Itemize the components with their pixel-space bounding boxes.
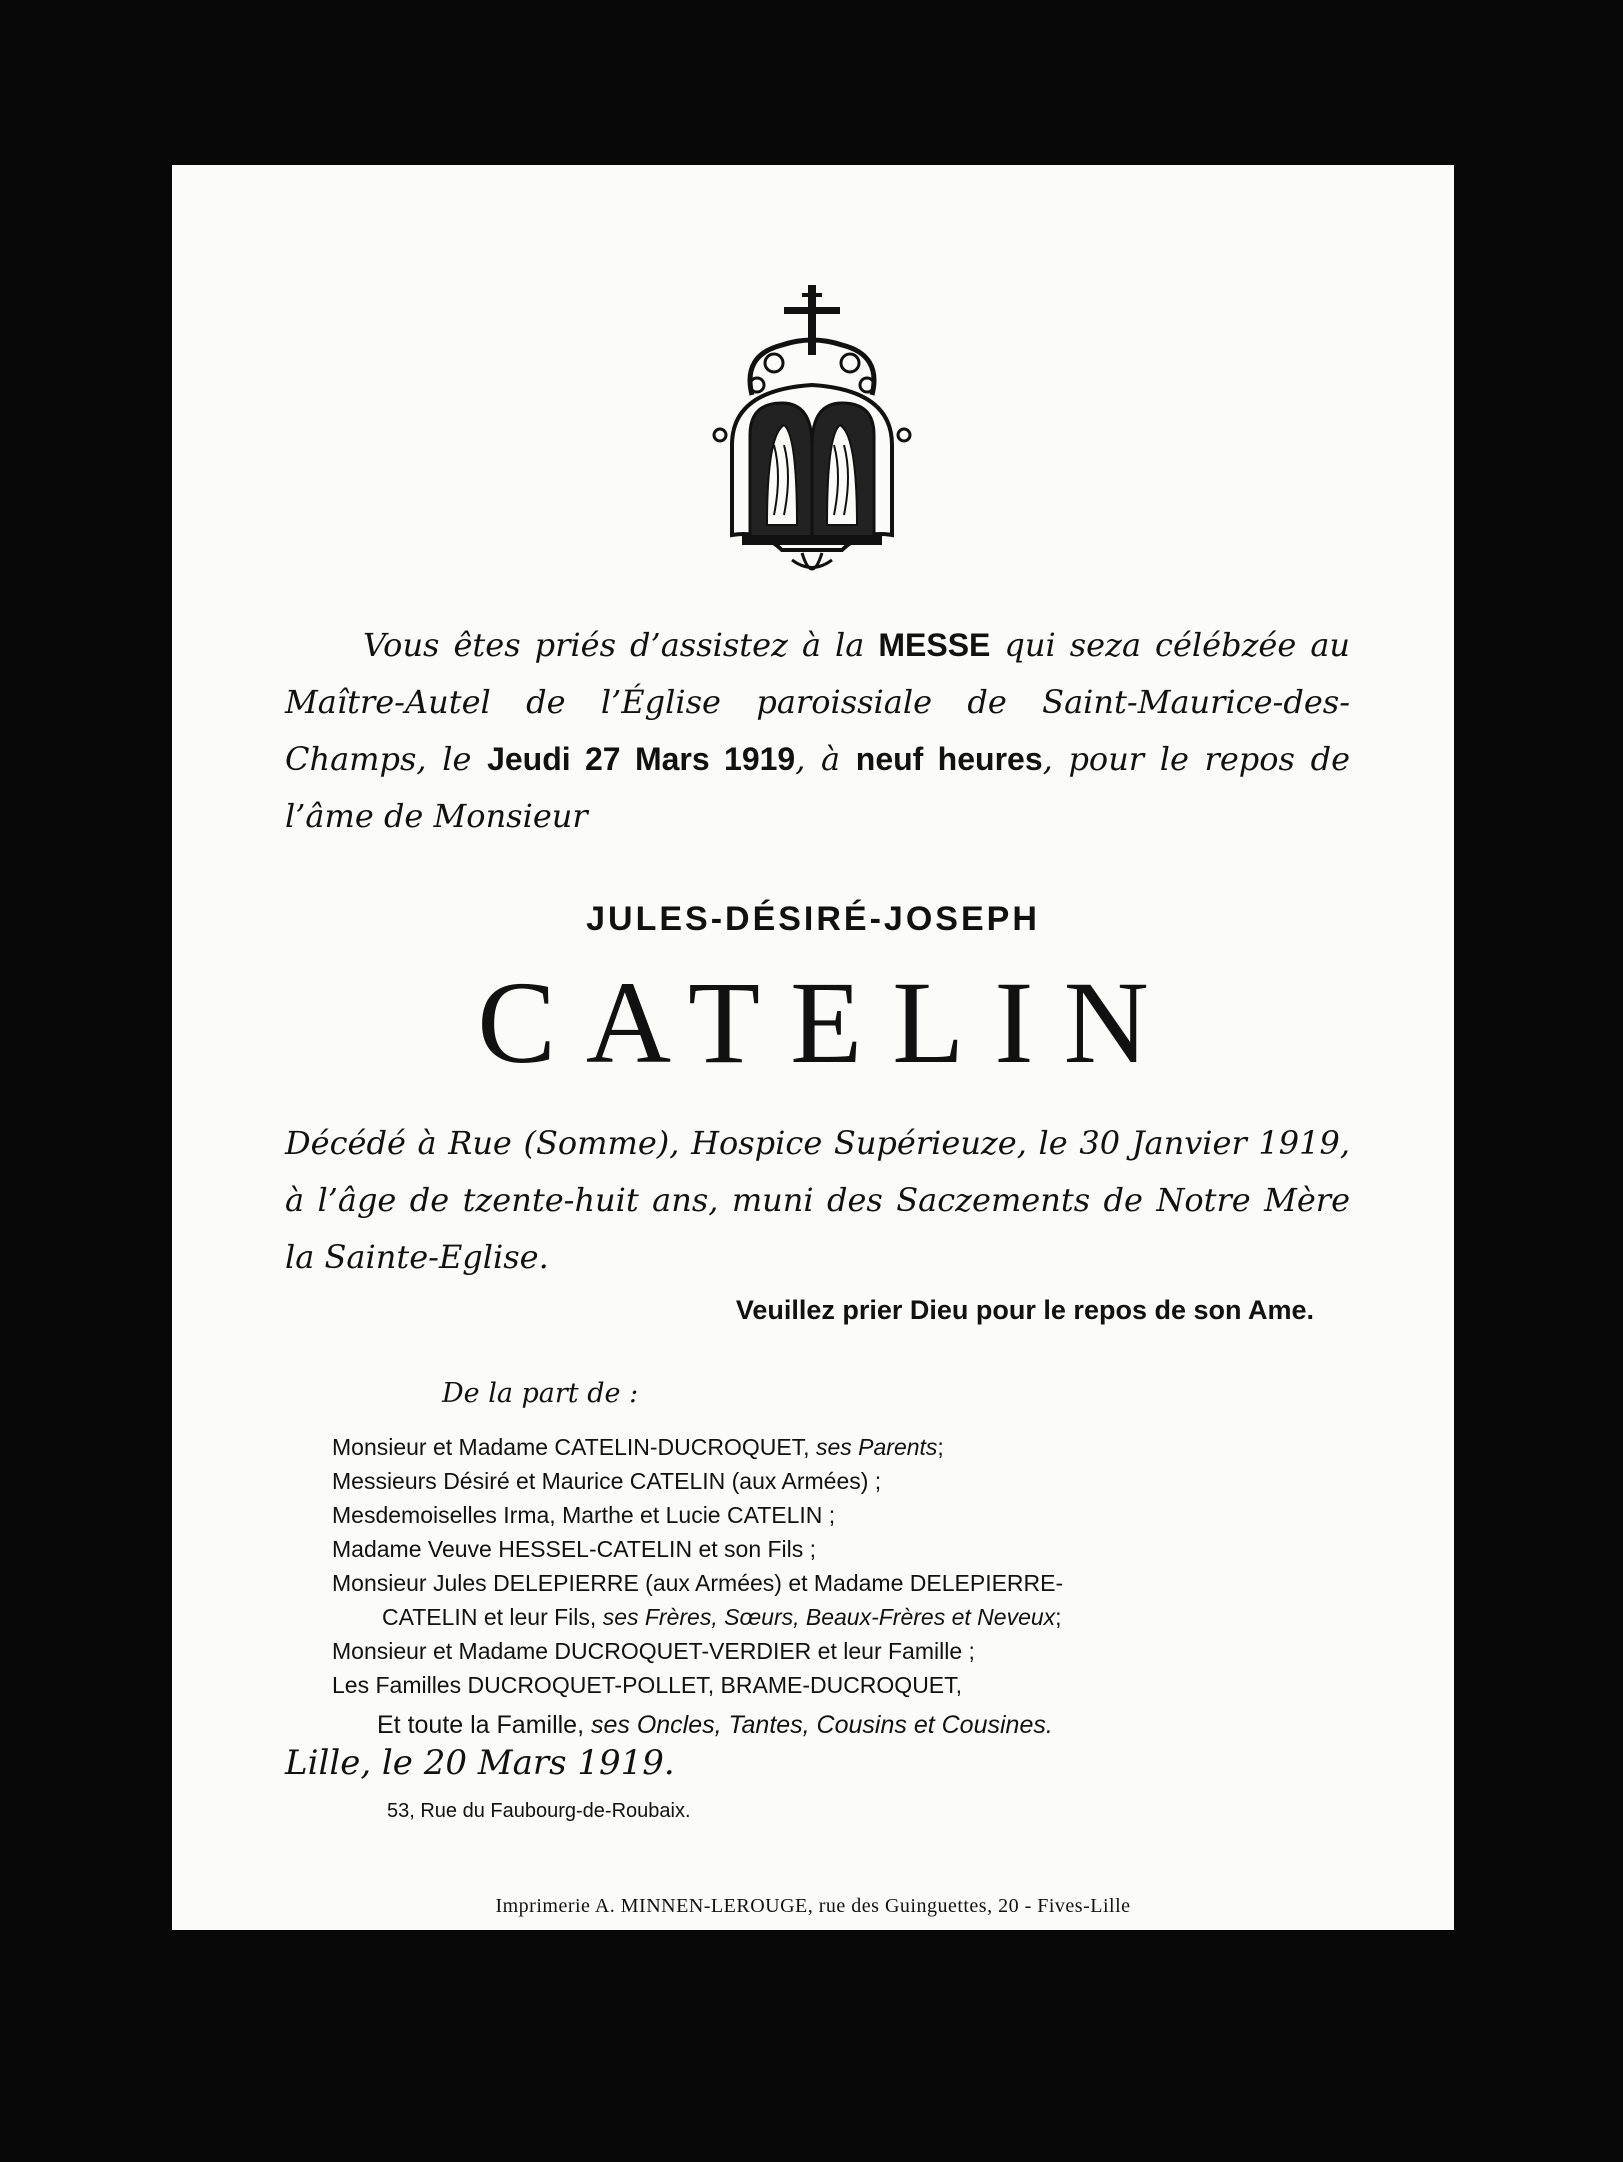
intro-text-4: , pour le repos de l’âme de Monsieur [285, 740, 1351, 835]
family-line [332, 1708, 1332, 1742]
from-label: De la part de : [442, 1378, 639, 1409]
mass-label: MESSE [878, 627, 991, 663]
intro-text-3: , à [795, 740, 856, 778]
mass-date: Jeudi 27 Mars 1919 [487, 741, 796, 777]
family-line-text: Et toute la Famille, [377, 1711, 591, 1739]
printer-credit: Imprimerie A. MINNEN-LEROUGE, rue des Guinguettes, 20 - Fives-Lille [495, 1895, 1131, 1917]
family-line-text: Monsieur et Madame CATELIN-DUCROQUET, [332, 1434, 816, 1460]
family-line: Mesdemoiselles Irma, Marthe et Lucie CATELIN ; [332, 1502, 836, 1528]
family-line: Monsieur Jules DELEPIERRE (aux Armées) et Madame DELEPIERRE- [332, 1570, 1064, 1596]
intro-text-2: qui seza célébzée au Maître-Autel de l’Église paroissiale de Saint-Maurice-des-Champs, le [285, 626, 1351, 778]
deceased-forenames: JULES-DÉSIRÉ-JOSEPH [586, 900, 1040, 938]
deceased-surname: CATELIN [477, 957, 1179, 1088]
family-line: Messieurs Désiré et Maurice CATELIN (aux Armées) ; [332, 1468, 882, 1494]
family-line: Monsieur et Madame DUCROQUET-VERDIER et leur Famille ; [332, 1638, 975, 1664]
family-relation: ses Frères, Sœurs, Beaux-Frères et Neveux [602, 1604, 1056, 1630]
family-list [332, 1430, 1332, 1742]
family-line-text: CATELIN et leur Fils, [382, 1604, 603, 1630]
prayer-request: Veuillez prier Dieu pour le repos de son Ame. [735, 1295, 1314, 1325]
family-line [332, 1600, 1332, 1634]
mass-invitation-paragraph [285, 617, 1350, 845]
place-and-date: Lille, le 20 Mars 1919. [285, 1743, 675, 1783]
mass-hour: neuf heures [855, 741, 1043, 777]
death-details-paragraph: Décédé à Rue (Somme), Hospice Supérieuze, le 30 Janvier 1919, à l’âge de tzente-huit ans, muni des Saczements de Notre Mère la Sainte-Eglise. [285, 1124, 1350, 1276]
funeral-notice-card [172, 165, 1454, 1930]
family-relation: ses Oncles, Tantes, Cousins et Cousines. [590, 1711, 1053, 1739]
family-line-punct: ; [937, 1434, 944, 1460]
family-address: 53, Rue du Faubourg-de-Roubaix. [387, 1800, 691, 1822]
family-line [332, 1430, 1332, 1464]
family-relation: ses Parents [815, 1434, 938, 1460]
intro-text-1: Vous êtes priés d’assistez à la [363, 626, 879, 664]
family-line: Les Familles DUCROQUET-POLLET, BRAME-DUCROQUET, [332, 1672, 963, 1698]
family-line-punct: ; [1055, 1604, 1062, 1630]
family-line: Madame Veuve HESSEL-CATELIN et son Fils ; [332, 1536, 817, 1562]
cross-monogram-emblem [712, 285, 912, 585]
